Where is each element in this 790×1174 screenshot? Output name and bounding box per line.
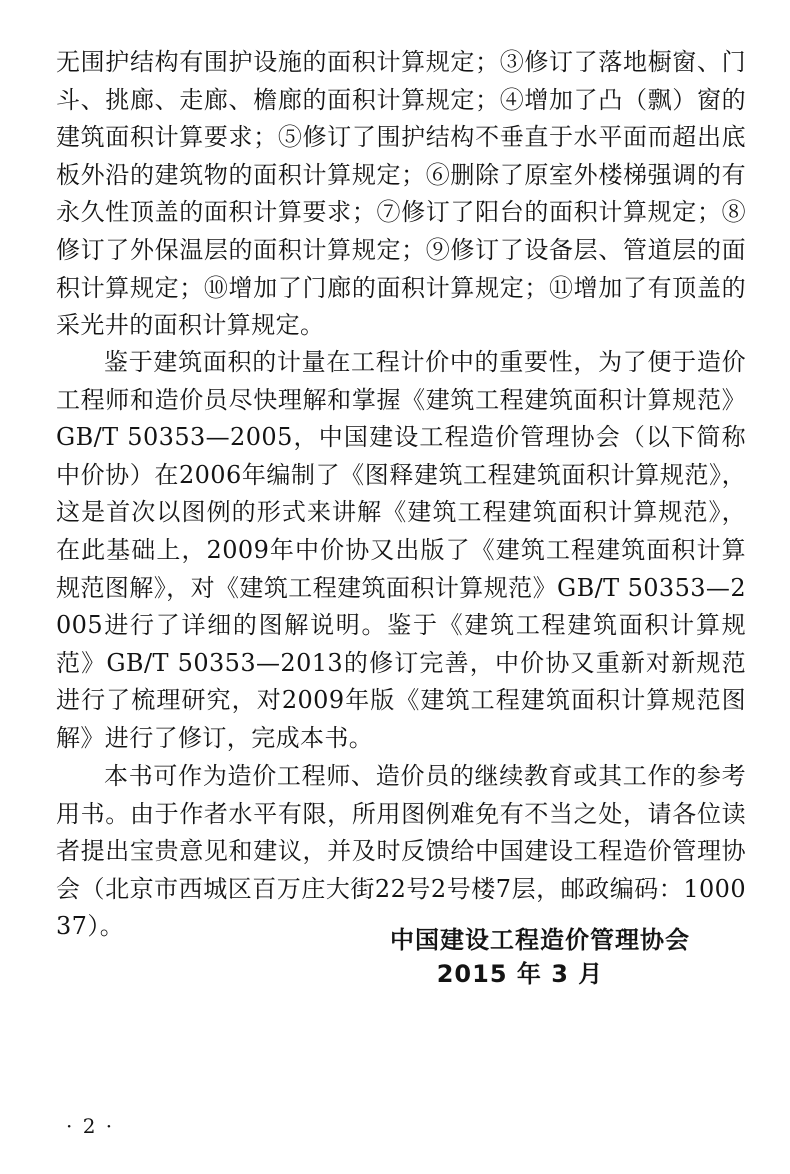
- signature-organization: 中国建设工程造价管理协会: [390, 926, 690, 954]
- page-number: · 2 ·: [66, 1114, 115, 1138]
- paragraph-readership-note: 本书可作为造价工程师、造价员的继续教育或其工作的参考用书。由于作者水平有限，所用图例难免有不当之处，请各位读者提出宝贵意见和建议，并及时反馈给中国建设工程造价管理协会（北京市西城区百万庄大街22号2号楼7层，邮政编码：100037）。: [56, 762, 746, 941]
- signature-date: 2015 年 3 月: [436, 960, 604, 988]
- paragraph-revisions-continued: 无围护结构有围护设施的面积计算规定；③修订了落地橱窗、门斗、挑廊、走廊、檐廊的面积计算规定；④增加了凸（飘）窗的建筑面积计算要求；⑤修订了围护结构不垂直于水平面而超出底板外沿的建筑物的面积计算规定；⑥删除了原室外楼梯强调的有永久性顶盖的面积计算要求；⑦修订了阳台的面积计算规定；⑧修订了外保温层的面积计算规定；⑨修订了设备层、管道层的面积计算规定；⑩增加了门廊的面积计算规定；⑪增加了有顶盖的采光井的面积计算规定。: [56, 48, 746, 340]
- paragraph-book-background: 鉴于建筑面积的计量在工程计价中的重要性，为了便于造价工程师和造价员尽快理解和掌握《建筑工程建筑面积计算规范》GB/T 50353—2005，中国建设工程造价管理协会（以下简称中价协）在2006年编制了《图释建筑工程建筑面积计算规范》，这是首次以图例的形式来讲解《建筑工程建筑面积计算规范》，在此基础上，2009年中价协又出版了《建筑工程建筑面积计算规范图解》，对《建筑工程建筑面积计算规范》GB/T 50353—2005进行了详细的图解说明。鉴于《建筑工程建筑面积计算规范》GB/T 50353—2013的修订完善，中价协又重新对新规范进行了梳理研究，对2009年版《建筑工程建筑面积计算规范图解》进行了修订，完成本书。: [56, 348, 746, 752]
